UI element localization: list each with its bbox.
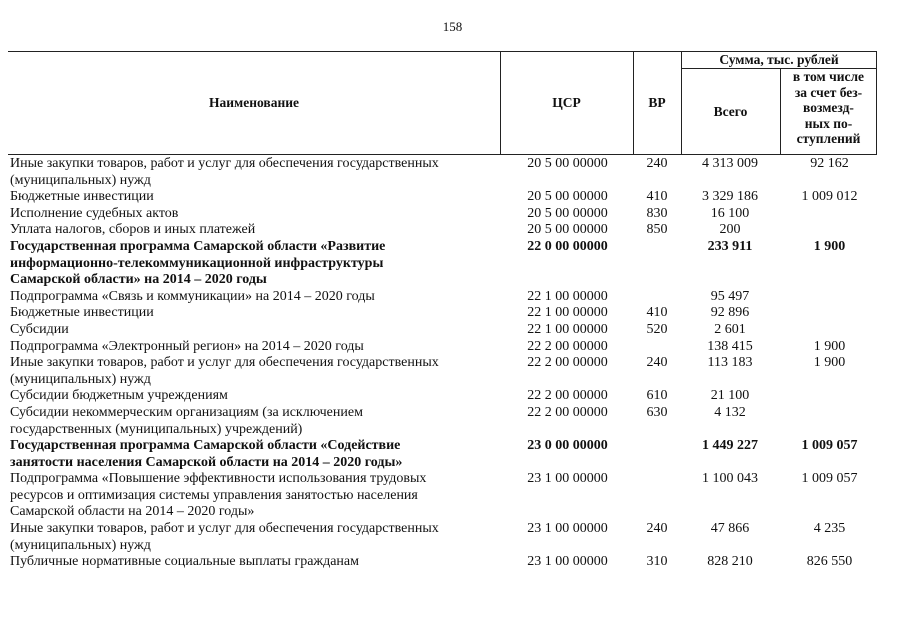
row-name-line: Субсидии бюджетным учреждениям (10, 388, 228, 404)
row-total: 233 911 (707, 238, 753, 254)
table-row (0, 156, 905, 189)
row-csr: 20 5 00 00000 (527, 205, 608, 221)
row-csr: 20 5 00 00000 (527, 222, 608, 238)
table-row (0, 554, 905, 571)
table-row (0, 305, 905, 322)
row-csr: 22 2 00 00000 (527, 338, 608, 354)
row-name (10, 206, 496, 223)
row-csr: 22 2 00 00000 (527, 404, 608, 420)
header-free-line: ступлений (796, 131, 861, 146)
row-name (10, 388, 496, 405)
row-name-line: Иные закупки товаров, работ и услуг для обеспечения государственных (10, 156, 439, 171)
row-csr: 23 1 00 00000 (527, 471, 608, 487)
header-free-line: за счет без- (794, 84, 863, 100)
row-csr: 23 1 00 00000 (527, 554, 608, 570)
row-name-line: Государственная программа Самарской области «Содействие (10, 438, 401, 454)
row-name-line: Публичные нормативные социальные выплаты гражданам (10, 554, 359, 570)
header-free (780, 69, 877, 155)
table-header (8, 51, 877, 155)
row-csr: 22 1 00 00000 (527, 288, 608, 304)
row-total: 3 329 186 (702, 189, 758, 205)
table-row (0, 206, 905, 223)
row-name-line: Уплата налогов, сборов и иных платежей (10, 222, 256, 238)
row-csr: 22 1 00 00000 (527, 321, 608, 337)
row-name-line: Бюджетные инвестиции (10, 305, 154, 321)
row-name-line: ресурсов и оптимизация системы управления занятостью населения (10, 487, 418, 503)
row-name (10, 471, 496, 521)
row-name-line: Подпрограмма «Повышение эффективности использования трудовых (10, 471, 427, 487)
row-free: 92 162 (810, 156, 849, 171)
table-row (0, 222, 905, 239)
row-name-line: (муниципальных) нужд (10, 172, 151, 188)
row-name (10, 289, 496, 306)
page-number: 158 (442, 19, 463, 34)
row-vr: 410 (646, 189, 668, 205)
table-row (0, 355, 905, 388)
row-name (10, 521, 496, 554)
row-total: 2 601 (714, 321, 746, 337)
row-name-line: Субсидии некоммерческим организациям (за исключением (10, 404, 363, 420)
row-name-line: Подпрограмма «Электронный регион» на 2014 – 2020 годы (10, 338, 364, 354)
row-free: 1 009 057 (801, 438, 858, 454)
row-name-line: (муниципальных) нужд (10, 537, 151, 553)
row-csr: 22 1 00 00000 (527, 305, 608, 321)
row-total: 1 100 043 (702, 471, 758, 487)
header-name: Наименование (209, 95, 299, 110)
row-csr: 22 2 00 00000 (527, 388, 608, 404)
row-free: 1 009 057 (801, 471, 858, 487)
row-name-line: Субсидии (10, 321, 69, 337)
header-free-line: ных по- (804, 115, 853, 131)
row-free: 1 900 (813, 238, 846, 254)
row-free: 1 009 012 (801, 189, 858, 205)
header-total: Всего (713, 104, 748, 119)
table-body (0, 156, 905, 571)
header-vr: ВР (648, 95, 666, 110)
row-total: 47 866 (710, 521, 750, 537)
table-row (0, 438, 905, 471)
row-name (10, 355, 496, 388)
row-vr: 240 (646, 156, 668, 171)
row-name (10, 189, 496, 206)
row-vr: 630 (646, 404, 668, 420)
row-name (10, 339, 496, 356)
row-name (10, 156, 496, 189)
row-csr: 20 5 00 00000 (527, 189, 608, 205)
row-total: 4 313 009 (702, 156, 758, 171)
row-vr: 240 (646, 521, 668, 537)
table-row (0, 388, 905, 405)
table-row (0, 339, 905, 356)
row-total: 1 449 227 (702, 438, 758, 454)
row-name (10, 322, 496, 339)
row-name-line: Бюджетные инвестиции (10, 189, 154, 205)
table-row (0, 289, 905, 306)
row-name (10, 222, 496, 239)
row-total: 200 (719, 222, 741, 238)
row-name-line: Подпрограмма «Связь и коммуникации» на 2014 – 2020 годы (10, 288, 375, 304)
row-vr: 520 (646, 321, 668, 337)
row-csr: 20 5 00 00000 (527, 156, 608, 171)
row-csr: 23 0 00 00000 (527, 438, 608, 454)
header-bottom-border (8, 154, 877, 155)
row-total: 138 415 (707, 338, 753, 354)
row-name-line: Исполнение судебных актов (10, 205, 179, 221)
row-total: 828 210 (707, 554, 753, 570)
row-total: 16 100 (710, 205, 750, 221)
table-row (0, 189, 905, 206)
row-name-line: государственных (муниципальных) учреждений) (10, 421, 303, 437)
row-total: 21 100 (710, 388, 750, 404)
row-vr: 610 (646, 388, 668, 404)
row-free: 4 235 (813, 521, 846, 537)
row-name (10, 554, 496, 571)
row-name (10, 405, 496, 438)
table-row (0, 239, 905, 289)
row-name-line: Иные закупки товаров, работ и услуг для обеспечения государственных (10, 521, 439, 537)
row-name-line: Самарской области» на 2014 – 2020 годы (10, 272, 267, 288)
row-name-line: занятости населения Самарской области на 2014 – 2020 годы» (10, 454, 403, 470)
row-total: 92 896 (710, 305, 750, 321)
header-free-line: в том числе (792, 69, 865, 84)
row-name-line: Самарской области на 2014 – 2020 годы» (10, 504, 255, 520)
row-name (10, 239, 496, 289)
row-csr: 22 0 00 00000 (527, 238, 608, 254)
row-free: 826 550 (806, 554, 853, 570)
row-free: 1 900 (813, 355, 846, 371)
row-vr: 830 (646, 205, 668, 221)
row-csr: 22 2 00 00000 (527, 355, 608, 371)
row-csr: 23 1 00 00000 (527, 521, 608, 537)
row-name (10, 305, 496, 322)
row-total: 4 132 (714, 404, 746, 420)
row-name-line: Иные закупки товаров, работ и услуг для обеспечения государственных (10, 355, 439, 371)
row-total: 113 183 (707, 355, 753, 371)
header-csr: ЦСР (552, 95, 581, 110)
header-sum: Сумма, тыс. рублей (719, 52, 839, 67)
row-total: 95 497 (710, 288, 750, 304)
row-vr: 310 (646, 554, 668, 570)
row-free: 1 900 (813, 338, 846, 354)
row-name-line: Государственная программа Самарской области «Развитие (10, 238, 386, 254)
table-row (0, 322, 905, 339)
table-row (0, 405, 905, 438)
row-name-line: информационно-телекоммуникационной инфраструктуры (10, 255, 384, 271)
row-name (10, 438, 496, 471)
row-name-line: (муниципальных) нужд (10, 371, 151, 387)
header-free-line: возмезд- (803, 100, 854, 115)
row-vr: 850 (646, 222, 668, 238)
row-vr: 410 (646, 305, 668, 321)
table-row (0, 471, 905, 521)
row-vr: 240 (646, 355, 668, 371)
table-row (0, 521, 905, 554)
